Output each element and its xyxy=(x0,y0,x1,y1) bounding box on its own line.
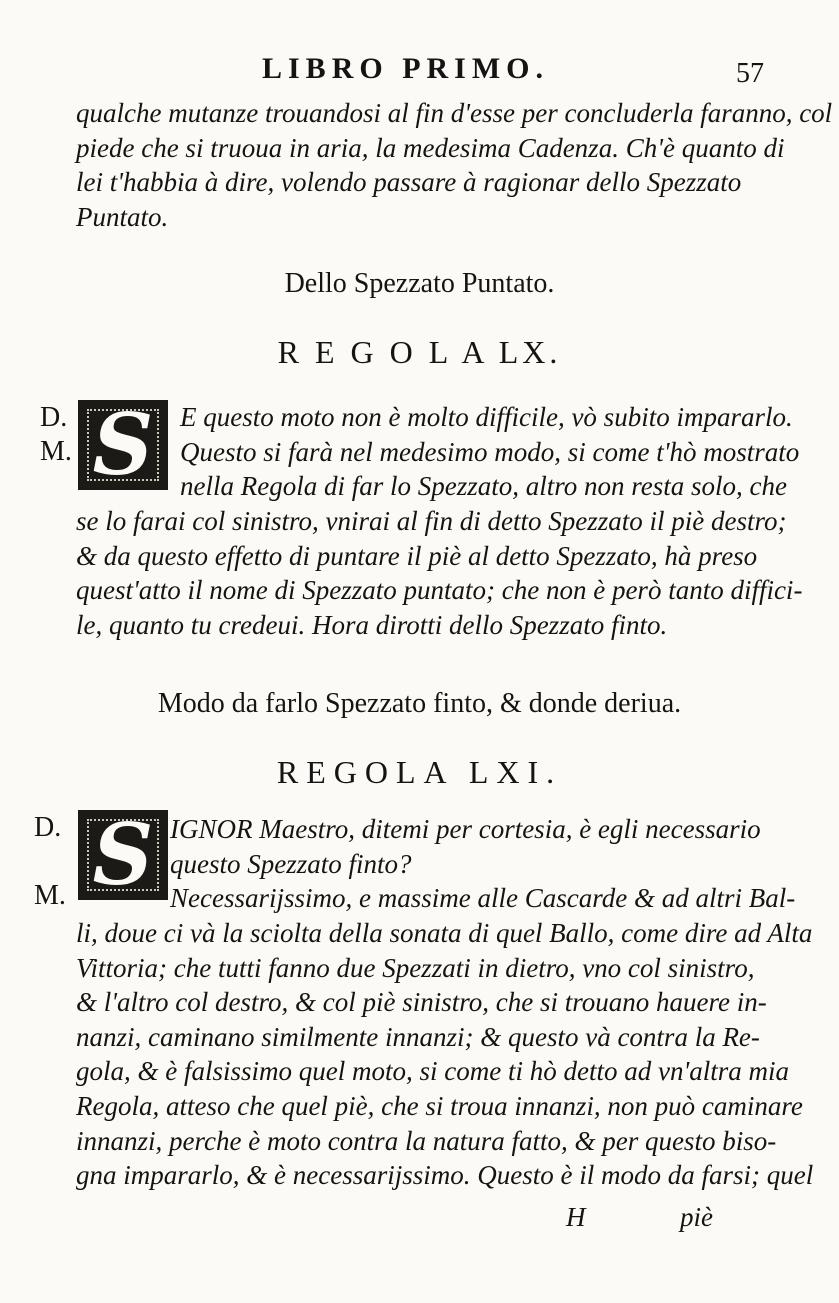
text-line: innanzi, perche è moto contra la natura fatto, & per questo biso- xyxy=(76,1125,777,1156)
running-title: LIBRO PRIMO. xyxy=(262,52,550,85)
text-line: li, doue ci và la sciolta della sonata di quel Ballo, come dire ad Alta xyxy=(76,918,813,948)
text-line: & da questo effetto di puntare il piè al detto Spezzato, hà preso xyxy=(76,540,758,571)
section-heading: Modo da farlo Spezzato finto, & donde deriua. xyxy=(157,688,682,719)
initial-letter: S xyxy=(92,395,154,494)
indented-text xyxy=(170,812,796,916)
speaker-label: M. xyxy=(34,880,66,911)
speaker-label: D. xyxy=(34,812,62,843)
text-line: quest'atto il nome di Spezzato puntato; che non è però tanto diffici- xyxy=(76,575,803,606)
running-head xyxy=(0,52,839,92)
initial-letter: S xyxy=(92,805,154,904)
text-line: Questo si farà nel medesimo modo, si come t'hò mostrato xyxy=(180,436,800,467)
signature-mark: H xyxy=(566,1202,586,1232)
indented-text xyxy=(180,400,800,504)
text-line: Puntato. xyxy=(76,201,169,232)
text-line: gna impararlo, & è necessarijssimo. Questo è il modo da farsi; quel xyxy=(76,1160,814,1191)
text-line: qualche mutanze trouandosi al fin d'esse per concluderla faranno, col xyxy=(76,98,833,128)
catchword: piè xyxy=(680,1202,713,1232)
text-line: se lo farai col sinistro, vnirai al fin di detto Spezzato il piè destro; xyxy=(76,506,787,536)
rule-title: R E G O L A LX. xyxy=(277,334,562,370)
rule-title: REGOLA LXI. xyxy=(276,754,563,790)
text-line: Vittoria; che tutti fanno due Spezzati in dietro, vno col sinistro, xyxy=(76,952,755,983)
speaker-label: D. xyxy=(40,402,68,433)
decorated-initial xyxy=(78,395,168,494)
text-line: IGNOR Maestro, ditemi per cortesia, è egli necessario xyxy=(170,814,761,844)
text-line: piede che si truoua in aria, la medesima Cadenza. Ch'è quanto di xyxy=(76,132,785,163)
text-line: questo Spezzato finto? xyxy=(170,848,412,879)
text-line: E questo moto non è molto difficile, vò subito impararlo. xyxy=(180,402,793,432)
decorated-initial xyxy=(78,805,168,904)
text-line: Necessarijssimo, e massime alle Cascarde & ad altri Bal- xyxy=(170,883,796,914)
text-line: Regola, atteso che quel piè, che si troua innanzi, non può caminare xyxy=(76,1090,803,1121)
section-heading: Dello Spezzato Puntato. xyxy=(284,268,555,299)
text-line: gola, & è falsissimo quel moto, si come ti hò detto ad vn'altra mia xyxy=(76,1056,789,1087)
intro-paragraph xyxy=(76,96,833,234)
text-line: & l'altro col destro, & col piè sinistro, che si trouano hauere in- xyxy=(76,987,767,1018)
text-line: lei t'habbia à dire, volendo passare à ragionar dello Spezzato xyxy=(76,167,742,198)
text-line: le, quanto tu credeui. Hora dirotti dello Spezzato finto. xyxy=(76,609,668,640)
page-number: 57 xyxy=(736,58,764,89)
text-line: nanzi, caminano similmente innanzi; & questo và contra la Re- xyxy=(76,1021,760,1052)
body-paragraph xyxy=(76,916,814,1193)
speaker-label: M. xyxy=(40,436,72,467)
body-paragraph xyxy=(76,504,803,642)
text-line: nella Regola di far lo Spezzato, altro non resta solo, che xyxy=(180,471,787,502)
